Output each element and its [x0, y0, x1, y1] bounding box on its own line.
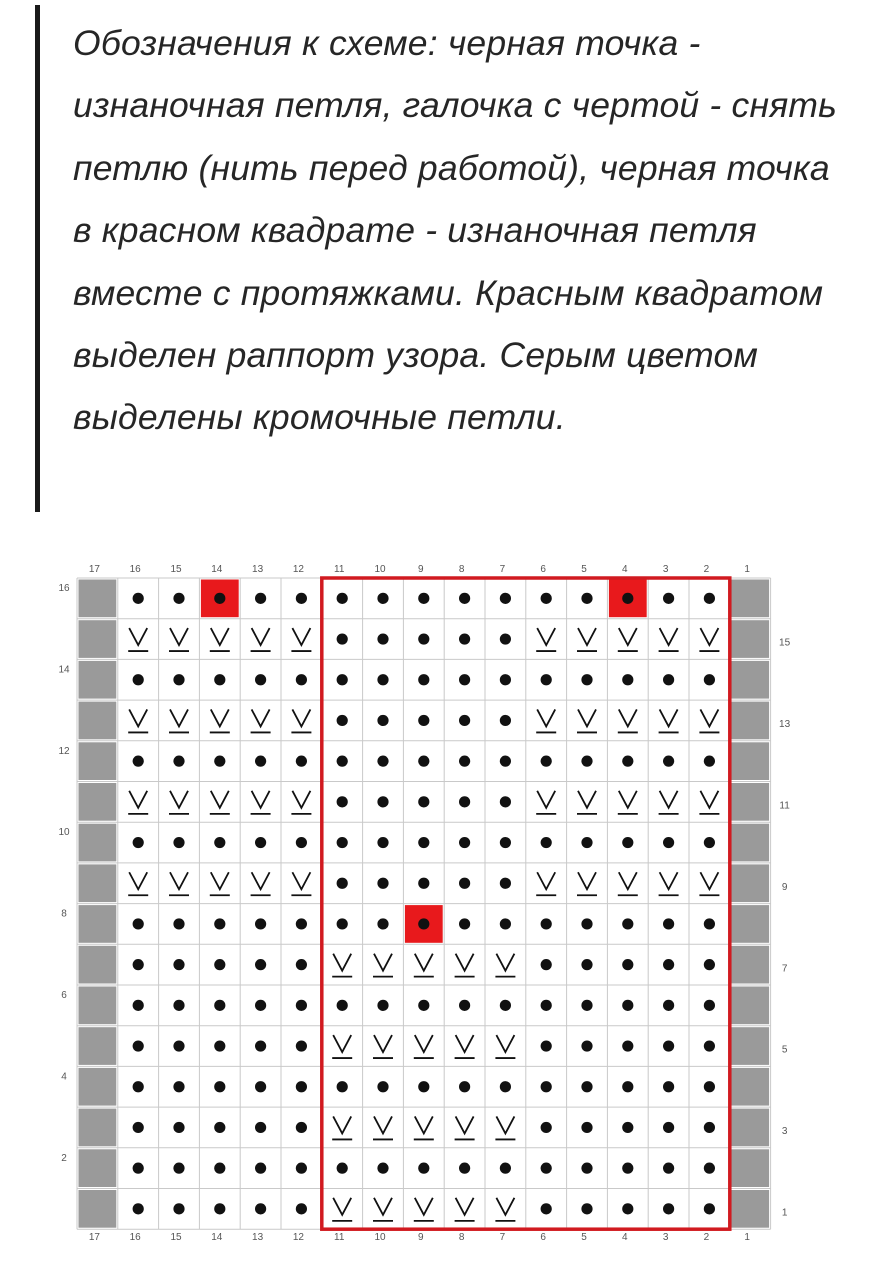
purl-dot-symbol — [622, 674, 633, 685]
purl-dot-symbol — [663, 1203, 674, 1214]
purl-dot-symbol — [704, 918, 715, 929]
purl-dot-symbol — [622, 756, 633, 767]
purl-dot-symbol — [173, 1163, 184, 1174]
purl-dot-symbol — [581, 1081, 592, 1092]
purl-dot-symbol — [296, 756, 307, 767]
edge-stitch-cell — [79, 1109, 117, 1147]
purl-dot-symbol — [296, 837, 307, 848]
purl-dot-symbol — [500, 593, 511, 604]
column-label-bottom: 1 — [744, 1232, 750, 1244]
row-label-right: 15 — [779, 637, 791, 649]
purl-dot-symbol — [663, 1122, 674, 1133]
purl-dot-symbol — [459, 878, 470, 889]
purl-dot-symbol — [173, 1000, 184, 1011]
purl-dot-symbol — [214, 837, 225, 848]
purl-dot-symbol — [459, 918, 470, 929]
purl-dot-symbol — [214, 1163, 225, 1174]
row-label-left: 14 — [58, 664, 70, 676]
purl-dot-symbol — [581, 593, 592, 604]
purl-dot-symbol — [214, 1081, 225, 1092]
purl-dot-symbol — [173, 1040, 184, 1051]
column-label-bottom: 16 — [129, 1232, 141, 1244]
column-label-top: 7 — [499, 564, 506, 575]
edge-stitch-cell — [731, 824, 769, 862]
purl-dot-symbol — [173, 918, 184, 929]
purl-dot-symbol — [255, 918, 266, 929]
purl-dot-symbol — [255, 1000, 266, 1011]
purl-dot-symbol — [255, 674, 266, 685]
column-label-top: 8 — [458, 564, 465, 575]
purl-dot-symbol — [133, 1122, 144, 1133]
column-label-bottom: 11 — [334, 1232, 345, 1244]
edge-stitch-cell — [731, 987, 769, 1025]
purl-dot-symbol — [337, 674, 348, 685]
purl-dot-symbol — [500, 715, 511, 726]
purl-dot-symbol — [133, 1203, 144, 1214]
purl-dot-symbol — [500, 633, 511, 644]
purl-dot-symbol — [500, 1081, 511, 1092]
edge-stitch-cell — [731, 742, 769, 780]
row-label-right: 3 — [781, 1126, 788, 1138]
purl-dot-symbol — [173, 756, 184, 767]
edge-stitch-cell — [731, 580, 769, 618]
purl-dot-symbol — [173, 593, 184, 604]
edge-stitch-cell — [731, 905, 769, 943]
purl-dot-symbol — [418, 918, 429, 929]
purl-dot-symbol — [377, 593, 388, 604]
purl-dot-symbol — [296, 1081, 307, 1092]
purl-dot-symbol — [418, 715, 429, 726]
column-label-bottom: 7 — [499, 1232, 506, 1244]
purl-dot-symbol — [581, 1122, 592, 1133]
column-label-top: 6 — [540, 564, 546, 575]
purl-dot-symbol — [377, 878, 388, 889]
edge-stitch-cell — [731, 1149, 769, 1187]
purl-dot-symbol — [500, 878, 511, 889]
column-label-top: 3 — [662, 564, 669, 575]
purl-dot-symbol — [704, 1203, 715, 1214]
purl-dot-symbol — [377, 674, 388, 685]
purl-dot-symbol — [133, 756, 144, 767]
purl-dot-symbol — [418, 593, 429, 604]
column-label-top: 1 — [744, 564, 750, 575]
purl-dot-symbol — [214, 1203, 225, 1214]
purl-dot-symbol — [459, 756, 470, 767]
row-label-left: 16 — [58, 583, 70, 594]
purl-dot-symbol — [663, 1040, 674, 1051]
purl-dot-symbol — [296, 1040, 307, 1051]
purl-dot-symbol — [581, 674, 592, 685]
purl-dot-symbol — [173, 837, 184, 848]
row-label-left: 10 — [58, 827, 70, 839]
purl-dot-symbol — [337, 756, 348, 767]
edge-stitch-cell — [79, 661, 117, 699]
purl-dot-symbol — [214, 959, 225, 970]
purl-dot-symbol — [133, 959, 144, 970]
purl-dot-symbol — [418, 674, 429, 685]
purl-dot-symbol — [377, 1081, 388, 1092]
purl-dot-symbol — [622, 1040, 633, 1051]
purl-dot-symbol — [581, 1203, 592, 1214]
purl-dot-symbol — [622, 1203, 633, 1214]
purl-dot-symbol — [255, 1203, 266, 1214]
purl-dot-symbol — [541, 959, 552, 970]
purl-dot-symbol — [337, 715, 348, 726]
purl-dot-symbol — [663, 837, 674, 848]
purl-dot-symbol — [418, 878, 429, 889]
purl-dot-symbol — [133, 1000, 144, 1011]
purl-dot-symbol — [581, 1163, 592, 1174]
purl-dot-symbol — [255, 1081, 266, 1092]
purl-dot-symbol — [663, 593, 674, 604]
purl-dot-symbol — [663, 1081, 674, 1092]
purl-dot-symbol — [704, 674, 715, 685]
purl-dot-symbol — [500, 1163, 511, 1174]
purl-dot-symbol — [214, 1040, 225, 1051]
column-label-bottom: 12 — [292, 1232, 304, 1244]
purl-dot-symbol — [377, 1163, 388, 1174]
purl-dot-symbol — [337, 1000, 348, 1011]
purl-dot-symbol — [704, 756, 715, 767]
purl-dot-symbol — [214, 1122, 225, 1133]
quote-bar — [35, 5, 40, 512]
column-label-top: 13 — [252, 564, 264, 575]
purl-dot-symbol — [296, 593, 307, 604]
purl-dot-symbol — [622, 1163, 633, 1174]
purl-dot-symbol — [133, 674, 144, 685]
purl-dot-symbol — [255, 837, 266, 848]
purl-dot-symbol — [377, 715, 388, 726]
column-label-top: 10 — [374, 564, 386, 575]
purl-dot-symbol — [296, 1000, 307, 1011]
purl-dot-symbol — [173, 1203, 184, 1214]
edge-stitch-cell — [731, 946, 769, 984]
edge-stitch-cell — [79, 742, 117, 780]
purl-dot-symbol — [704, 1000, 715, 1011]
edge-stitch-cell — [79, 783, 117, 821]
purl-dot-symbol — [500, 918, 511, 929]
purl-dot-symbol — [337, 1163, 348, 1174]
row-label-right: 13 — [779, 719, 791, 731]
column-label-bottom: 15 — [170, 1232, 182, 1244]
purl-dot-symbol — [255, 756, 266, 767]
purl-dot-symbol — [173, 1122, 184, 1133]
purl-dot-symbol — [541, 1000, 552, 1011]
purl-dot-symbol — [704, 1163, 715, 1174]
column-label-bottom: 3 — [662, 1232, 669, 1244]
purl-dot-symbol — [255, 1163, 266, 1174]
purl-dot-symbol — [214, 918, 225, 929]
column-label-top: 17 — [88, 564, 100, 575]
purl-dot-symbol — [459, 837, 470, 848]
purl-dot-symbol — [337, 1081, 348, 1092]
edge-stitch-cell — [79, 1190, 117, 1228]
column-label-top: 11 — [334, 564, 345, 575]
purl-dot-symbol — [296, 1163, 307, 1174]
row-label-right: 9 — [781, 881, 788, 893]
row-label-right: 1 — [781, 1207, 788, 1219]
purl-dot-symbol — [133, 1163, 144, 1174]
purl-dot-symbol — [541, 1081, 552, 1092]
column-label-top: 4 — [622, 564, 628, 575]
purl-dot-symbol — [133, 918, 144, 929]
edge-stitch-cell — [79, 864, 117, 902]
edge-stitch-cell — [731, 1190, 769, 1228]
purl-dot-symbol — [663, 756, 674, 767]
row-label-right: 11 — [779, 800, 790, 812]
column-label-top: 15 — [170, 564, 182, 575]
purl-dot-symbol — [459, 633, 470, 644]
purl-dot-symbol — [663, 918, 674, 929]
purl-dot-symbol — [581, 1040, 592, 1051]
purl-dot-symbol — [541, 593, 552, 604]
purl-dot-symbol — [418, 1000, 429, 1011]
purl-dot-symbol — [541, 837, 552, 848]
purl-dot-symbol — [296, 674, 307, 685]
purl-dot-symbol — [704, 1040, 715, 1051]
purl-dot-symbol — [500, 796, 511, 807]
purl-dot-symbol — [337, 918, 348, 929]
purl-dot-symbol — [581, 756, 592, 767]
column-label-bottom: 10 — [374, 1232, 386, 1244]
column-label-bottom: 9 — [418, 1232, 424, 1244]
purl-dot-symbol — [418, 837, 429, 848]
purl-dot-symbol — [622, 1000, 633, 1011]
edge-stitch-cell — [79, 824, 117, 862]
column-label-top: 2 — [703, 564, 710, 575]
purl-dot-symbol — [459, 674, 470, 685]
column-label-top: 12 — [292, 564, 304, 575]
purl-dot-symbol — [541, 1203, 552, 1214]
purl-dot-symbol — [541, 1040, 552, 1051]
knitting-chart — [0, 545, 877, 1250]
column-label-top: 16 — [129, 564, 141, 575]
edge-stitch-cell — [79, 1149, 117, 1187]
purl-dot-symbol — [541, 1163, 552, 1174]
purl-dot-symbol — [377, 918, 388, 929]
purl-dot-symbol — [296, 959, 307, 970]
row-label-left: 8 — [61, 908, 67, 920]
purl-dot-symbol — [459, 1081, 470, 1092]
edge-stitch-cell — [79, 1027, 117, 1065]
purl-dot-symbol — [133, 1040, 144, 1051]
purl-dot-symbol — [337, 878, 348, 889]
purl-dot-symbol — [337, 593, 348, 604]
purl-dot-symbol — [418, 1163, 429, 1174]
purl-dot-symbol — [581, 918, 592, 929]
purl-dot-symbol — [541, 756, 552, 767]
purl-dot-symbol — [704, 959, 715, 970]
column-label-bottom: 8 — [458, 1232, 465, 1244]
edge-stitch-cell — [731, 661, 769, 699]
row-label-left: 6 — [61, 990, 67, 1001]
row-label-right: 5 — [781, 1044, 788, 1056]
purl-dot-symbol — [500, 837, 511, 848]
edge-stitch-cell — [79, 946, 117, 984]
purl-dot-symbol — [500, 674, 511, 685]
edge-stitch-cell — [731, 702, 769, 740]
edge-stitch-cell — [79, 580, 117, 618]
column-label-bottom: 17 — [88, 1232, 100, 1244]
purl-dot-symbol — [459, 796, 470, 807]
edge-stitch-cell — [731, 620, 769, 658]
purl-dot-symbol — [173, 959, 184, 970]
purl-dot-symbol — [622, 918, 633, 929]
purl-dot-symbol — [255, 1040, 266, 1051]
purl-dot-symbol — [622, 1122, 633, 1133]
column-label-top: 14 — [211, 564, 223, 575]
purl-dot-symbol — [133, 837, 144, 848]
purl-dot-symbol — [704, 593, 715, 604]
purl-dot-symbol — [581, 1000, 592, 1011]
purl-dot-symbol — [255, 593, 266, 604]
purl-dot-symbol — [622, 1081, 633, 1092]
purl-dot-symbol — [459, 593, 470, 604]
purl-dot-symbol — [704, 837, 715, 848]
column-label-bottom: 2 — [703, 1232, 710, 1244]
column-label-bottom: 5 — [581, 1232, 587, 1244]
purl-dot-symbol — [214, 756, 225, 767]
purl-dot-symbol — [663, 674, 674, 685]
purl-dot-symbol — [622, 593, 633, 604]
purl-dot-symbol — [337, 796, 348, 807]
purl-dot-symbol — [173, 674, 184, 685]
purl-dot-symbol — [459, 1163, 470, 1174]
purl-dot-symbol — [255, 1122, 266, 1133]
purl-dot-symbol — [581, 837, 592, 848]
purl-dot-symbol — [418, 756, 429, 767]
column-label-bottom: 14 — [211, 1232, 223, 1244]
edge-stitch-cell — [731, 1027, 769, 1065]
column-label-top: 5 — [581, 564, 587, 575]
purl-dot-symbol — [541, 674, 552, 685]
column-label-bottom: 4 — [622, 1232, 628, 1244]
edge-stitch-cell — [79, 905, 117, 943]
purl-dot-symbol — [541, 918, 552, 929]
row-label-left: 4 — [61, 1071, 67, 1083]
purl-dot-symbol — [704, 1122, 715, 1133]
edge-stitch-cell — [79, 702, 117, 740]
purl-dot-symbol — [541, 1122, 552, 1133]
purl-dot-symbol — [214, 1000, 225, 1011]
row-label-left: 12 — [58, 745, 70, 757]
purl-dot-symbol — [296, 918, 307, 929]
purl-dot-symbol — [500, 1000, 511, 1011]
purl-dot-symbol — [622, 959, 633, 970]
edge-stitch-cell — [731, 1068, 769, 1106]
purl-dot-symbol — [663, 1163, 674, 1174]
purl-dot-symbol — [255, 959, 266, 970]
purl-dot-symbol — [377, 796, 388, 807]
purl-dot-symbol — [418, 796, 429, 807]
row-label-left: 2 — [61, 1152, 67, 1164]
purl-dot-symbol — [622, 837, 633, 848]
purl-dot-symbol — [133, 1081, 144, 1092]
edge-stitch-cell — [731, 783, 769, 821]
edge-stitch-cell — [731, 864, 769, 902]
purl-dot-symbol — [418, 633, 429, 644]
column-label-bottom: 13 — [252, 1232, 264, 1244]
purl-dot-symbol — [663, 959, 674, 970]
column-label-bottom: 6 — [540, 1232, 546, 1244]
purl-dot-symbol — [663, 1000, 674, 1011]
purl-dot-symbol — [459, 715, 470, 726]
purl-dot-symbol — [377, 756, 388, 767]
purl-dot-symbol — [704, 1081, 715, 1092]
purl-dot-symbol — [377, 633, 388, 644]
purl-dot-symbol — [173, 1081, 184, 1092]
purl-dot-symbol — [377, 1000, 388, 1011]
edge-stitch-cell — [79, 620, 117, 658]
purl-dot-symbol — [459, 1000, 470, 1011]
legend-text: Обозначения к схеме: черная точка - изнаночная петля, галочка с чертой - снять петлю (нить перед работой), черная точка в красном квадрате - изнаночная петля вместе с протяжками. Красным квадратом выделен раппорт узора. Серым цветом выделены кромочные петли. — [73, 23, 838, 438]
purl-dot-symbol — [214, 593, 225, 604]
edge-stitch-cell — [79, 987, 117, 1025]
purl-dot-symbol — [337, 837, 348, 848]
purl-dot-symbol — [418, 1081, 429, 1092]
purl-dot-symbol — [377, 837, 388, 848]
purl-dot-symbol — [500, 756, 511, 767]
purl-dot-symbol — [337, 633, 348, 644]
purl-dot-symbol — [581, 959, 592, 970]
purl-dot-symbol — [296, 1203, 307, 1214]
purl-dot-symbol — [214, 674, 225, 685]
column-label-top: 9 — [418, 564, 424, 575]
edge-stitch-cell — [731, 1109, 769, 1147]
purl-dot-symbol — [133, 593, 144, 604]
edge-stitch-cell — [79, 1068, 117, 1106]
row-label-right: 7 — [781, 963, 788, 975]
purl-dot-symbol — [296, 1122, 307, 1133]
